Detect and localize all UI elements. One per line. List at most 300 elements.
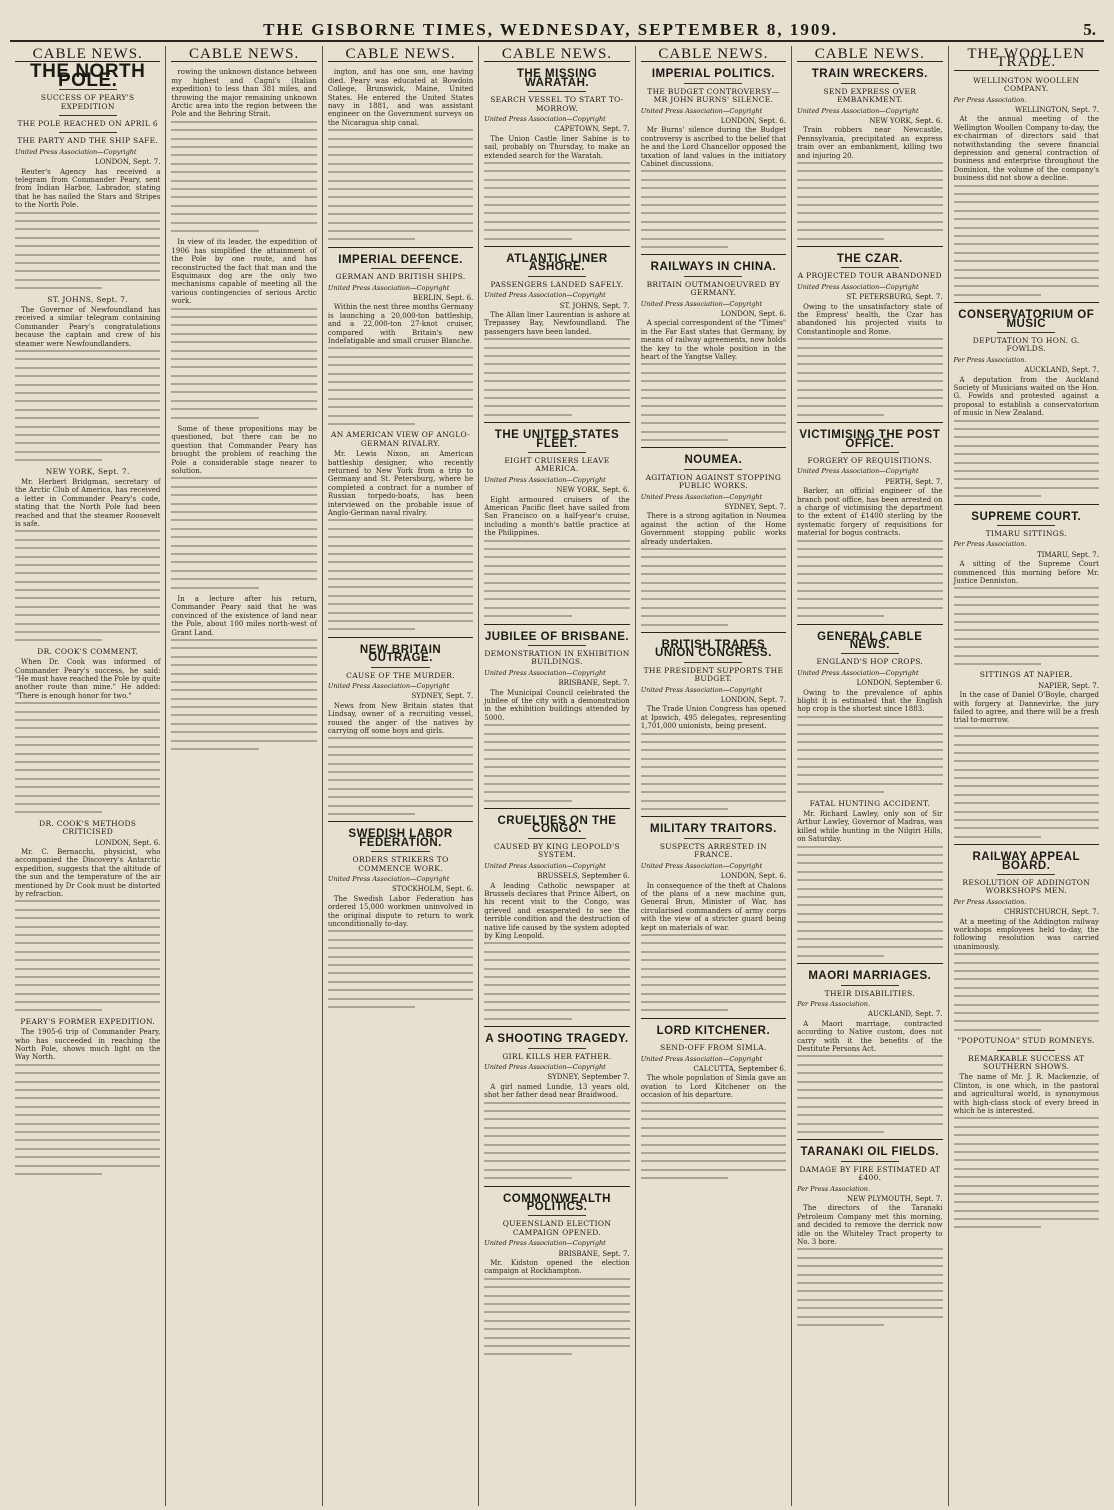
article-dateline: AUCKLAND, Sept. 7. bbox=[1024, 366, 1099, 375]
article-body: At the annual meeting of the Wellington Woollen Company to-day, the ex-chairman of directors said that notwithstanding the severe financial depression and general contraction of business and enterprise throughout the Dominion, the volume of the company's business did not show a decline. bbox=[953, 115, 1099, 183]
subhead-rule bbox=[841, 985, 899, 986]
article-body: Some of these propositions may be questioned, but there can be no question that Commander Peary has brought the problem of reaching the Pole a considerable stage nearer to solution. bbox=[171, 425, 317, 476]
article-body: Mr. Richard Lawley, only son of Sir Arthur Lawley, Governor of Madras, was killed while hunting in the Nilgiri Hills, on Saturday. bbox=[797, 810, 943, 844]
article-body: In the case of Daniel O'Boyle, charged with forgery at Dannevirke, the jury failed to agree, and there will be a fresh trial to-morrow. bbox=[953, 691, 1099, 725]
article-headline: THE NORTH POLE. bbox=[30, 61, 146, 91]
subhead-rule bbox=[997, 525, 1055, 526]
article-credit: United Press Association—Copyright bbox=[15, 147, 137, 156]
article bbox=[641, 254, 786, 441]
article-body: The Swedish Labor Federation has ordered 15,000 workmen uninvolved in the original dispute to return to work unconditionally to-day. bbox=[327, 894, 474, 929]
article-body: The Governor of Newfoundland has received a similar telegram containing Commander Peary's congratulations because the captain and crew of his steamer were Newfoundlanders. bbox=[15, 306, 161, 348]
article-dateline: PERTH, Sept. 7. bbox=[884, 477, 943, 486]
article-subhead: ST. JOHNS, Sept. 7. bbox=[47, 294, 129, 304]
article bbox=[328, 431, 473, 630]
article-headline: TARANAKI OIL FIELDS. bbox=[800, 1146, 940, 1159]
article-dateline: CALCUTTA, September 6. bbox=[693, 1065, 787, 1074]
article bbox=[15, 1018, 160, 1175]
article-headline: JUBILEE OF BRISBANE. bbox=[484, 630, 630, 643]
article-credit: United Press Association—Copyright bbox=[327, 682, 450, 691]
page-number: 5. bbox=[1083, 20, 1096, 39]
article-credit: United Press Association—Copyright bbox=[484, 861, 606, 870]
article-body: Mr. Lewis Nixon, an American battleship designer, who recently returned to New York from a trip to Germany and St. Petersburg, where he completed a contract for a number of Russian torpedo-boats, has been interviewed on the probable issue of Anglo-German naval rivalry. bbox=[327, 450, 474, 517]
article-body: In view of its leader, the expedition of 1906 has simplified the attainment of the Pole by one route, and has reconstructed the fact that man and the Esquimaux dog are the only two mechanisms capable of meeting all the various contingencies of serious Arctic work. bbox=[171, 238, 317, 306]
article-headline: MILITARY TRAITORS. bbox=[650, 823, 777, 836]
article-headline: RAILWAYS IN CHINA. bbox=[650, 261, 777, 274]
text-lines bbox=[15, 530, 160, 641]
text-lines bbox=[484, 540, 629, 618]
article-body: Mr. C. Bernacchi, physicist, who accompanied the Discovery's Antarctic expedition, suggests that the altitude of the sun and the temperature of the air mentioned by Dr Cook must be distorted by refraction. bbox=[15, 847, 161, 898]
article-separator bbox=[954, 844, 1099, 845]
article-separator bbox=[641, 632, 786, 633]
article-subhead: PASSENGERS LANDED SAFELY. bbox=[490, 279, 624, 289]
article-separator bbox=[797, 624, 942, 625]
article-body: The whole population of Simla gave an ovation to Lord Kitchener on the occasion of his departure. bbox=[640, 1074, 787, 1100]
article-subhead: TIMARU SITTINGS. bbox=[985, 528, 1067, 538]
article-subhead: FATAL HUNTING ACCIDENT. bbox=[809, 798, 930, 808]
article bbox=[328, 821, 473, 1008]
masthead-title: THE GISBORNE TIMES, WEDNESDAY, SEPTEMBER 8, 1909. bbox=[263, 20, 839, 39]
text-lines bbox=[484, 942, 629, 1020]
article-credit: United Press Association—Copyright bbox=[640, 106, 763, 115]
text-lines bbox=[484, 338, 629, 416]
article-body: In a lecture after his return, Commander Peary said that he was convinced of the existence of land near the Pole, about 100 miles north-west of Grant Land. bbox=[171, 594, 317, 637]
column-header: CABLE NEWS. bbox=[484, 48, 629, 62]
text-lines bbox=[171, 121, 316, 232]
article-separator bbox=[641, 447, 786, 448]
text-lines bbox=[328, 930, 473, 1008]
column-header: CABLE NEWS. bbox=[15, 48, 160, 62]
text-lines bbox=[484, 1278, 629, 1356]
article bbox=[641, 1018, 786, 1179]
article-subhead: DR. COOK'S METHODS CRITICISED bbox=[39, 818, 137, 837]
subhead-rule bbox=[59, 132, 117, 133]
article bbox=[15, 648, 160, 814]
article-body: A Maori marriage, contracted according to Native custom, does not carry with it the benefits of the Destitute Persons Act. bbox=[797, 1019, 943, 1053]
article bbox=[797, 1139, 942, 1326]
article-subhead: PEARY'S FORMER EXPEDITION. bbox=[20, 1016, 156, 1026]
article bbox=[171, 595, 316, 750]
article bbox=[484, 246, 629, 416]
article-body: Train robbers near Newcastle, Pennsylvania, precipitated an express train over an embankment, killing two and injuring 20. bbox=[797, 126, 943, 160]
text-lines bbox=[641, 934, 786, 1012]
article-credit: Per Press Association. bbox=[953, 540, 1027, 549]
text-lines bbox=[954, 587, 1099, 665]
article-body: Barker, an official engineer of the branch post office, has been arrested on a charge of victimising the department to the extent of £1400 sterling by the systematic forgery of requisitions for material for bogus contracts. bbox=[797, 487, 943, 538]
article bbox=[484, 808, 629, 1020]
subhead-rule bbox=[684, 83, 742, 84]
article-subhead: SITTINGS AT NAPIER. bbox=[979, 670, 1073, 680]
subhead-rule bbox=[684, 276, 742, 277]
article-dateline: CAPETOWN, Sept. 7. bbox=[554, 125, 630, 134]
article-separator bbox=[484, 624, 629, 625]
article-headline: BRITISH TRADES UNION CONGRESS. bbox=[655, 638, 772, 660]
text-lines bbox=[797, 846, 942, 957]
column-2 bbox=[166, 46, 322, 1506]
article bbox=[641, 70, 786, 248]
article-headline: COMMONWEALTH POLITICS. bbox=[502, 1192, 611, 1213]
article-headline: CONSERVATORIUM OF MUSIC bbox=[958, 309, 1095, 330]
article-dateline: CHRISTCHURCH, Sept. 7. bbox=[1004, 908, 1099, 917]
article-separator bbox=[641, 1018, 786, 1019]
article bbox=[797, 246, 942, 416]
subhead-rule bbox=[841, 452, 899, 453]
article bbox=[15, 61, 161, 289]
column-4 bbox=[479, 46, 635, 1506]
text-lines bbox=[328, 519, 473, 630]
article bbox=[641, 632, 786, 810]
article bbox=[15, 820, 160, 1012]
article-dateline: BRUSSELS, September 6. bbox=[537, 872, 630, 881]
article bbox=[171, 68, 316, 232]
article-subhead: EIGHT CRUISERS LEAVE AMERICA. bbox=[504, 455, 610, 474]
article-subhead: ORDERS STRIKERS TO COMMENCE WORK. bbox=[352, 855, 449, 873]
article bbox=[171, 238, 316, 418]
article-separator bbox=[641, 254, 786, 255]
subhead-rule bbox=[528, 645, 586, 646]
article-dateline: NEW PLYMOUTH, Sept. 7. bbox=[846, 1194, 943, 1203]
article-body: There is a strong agitation in Noumea against the action of the Home Government stopping public works already undertaken. bbox=[640, 512, 787, 546]
article-subhead: DAMAGE BY FIRE ESTIMATED AT £400. bbox=[799, 1164, 941, 1183]
article-body: The Union Castle liner Sabine is to sail, probably on Thursday, to make an extended search for the Waratah. bbox=[484, 134, 630, 160]
subhead-rule bbox=[59, 115, 117, 116]
article-subhead: THEIR DISABILITIES. bbox=[824, 988, 915, 998]
text-lines bbox=[484, 162, 629, 240]
text-lines bbox=[328, 347, 473, 425]
article-credit: Per Press Association. bbox=[797, 1184, 871, 1193]
article bbox=[797, 70, 942, 239]
text-lines bbox=[328, 129, 473, 240]
article-headline: THE MISSING WARATAH. bbox=[516, 68, 598, 89]
article-body: The Municipal Council celebrated the jubilee of the city with a demonstration in the exhibition buildings attended by 5000. bbox=[484, 688, 630, 722]
article-separator bbox=[797, 422, 942, 423]
article-dateline: LONDON, Sept. 6. bbox=[95, 838, 161, 847]
subhead-rule bbox=[371, 851, 429, 852]
column-header: CABLE NEWS. bbox=[171, 48, 316, 62]
article-dateline: LONDON, September 6. bbox=[856, 679, 943, 688]
article-credit: Per Press Association. bbox=[797, 999, 871, 1008]
article bbox=[954, 844, 1099, 1031]
article-subhead: SEARCH VESSEL TO START TO-MORROW. bbox=[490, 95, 624, 113]
article-subhead: SEND EXPRESS OVER EMBANKMENT. bbox=[823, 86, 917, 105]
article-credit: United Press Association—Copyright bbox=[797, 668, 919, 677]
article-headline: TRAIN WRECKERS. bbox=[811, 68, 928, 81]
masthead bbox=[10, 10, 1104, 42]
article-separator bbox=[484, 1186, 629, 1187]
text-lines bbox=[797, 540, 942, 618]
article-dateline: STOCKHOLM, Sept. 6. bbox=[392, 885, 474, 894]
article bbox=[954, 671, 1099, 838]
article-headline: IMPERIAL POLITICS. bbox=[651, 68, 775, 81]
column-header: CABLE NEWS. bbox=[328, 48, 473, 62]
article-subhead: DEMONSTRATION IN EXHIBITION BUILDINGS. bbox=[484, 648, 630, 667]
article-dateline: BERLIN, Sept. 6. bbox=[412, 293, 474, 302]
article-dateline: ST. PETERSBURG, Sept. 7. bbox=[846, 293, 943, 302]
article-subhead: ENGLAND'S HOP CROPS. bbox=[816, 657, 924, 667]
article-credit: United Press Association—Copyright bbox=[797, 282, 919, 291]
article-body: When Dr. Cook was informed of Commander Peary's success, he said: "He must have reached the Pole by quite another route than mine." He added: "There is enough honor for two." bbox=[15, 658, 161, 700]
article-subhead: SUSPECTS ARRESTED IN FRANCE. bbox=[659, 841, 767, 860]
subhead-rule bbox=[528, 91, 586, 92]
article-body: The name of Mr. J. R. Mackenzie, of Clinton, is one which, in the pastoral and agricultural world, is synonymous with high-class stock of every breed in which he is interested. bbox=[953, 1073, 1099, 1115]
article-body: Owing to the unsatisfactory state of the Empress' health, the Czar has abandoned his projected visits to Constantinople and Rome. bbox=[797, 302, 943, 336]
article-subhead: SEND-OFF FROM SIMLA. bbox=[660, 1043, 767, 1053]
article-dateline: BRISBANE, Sept. 7. bbox=[558, 679, 630, 688]
article-credit: United Press Association—Copyright bbox=[640, 492, 763, 501]
article-body: Eight armoured cruisers of the American Pacific fleet have sailed from San Francisco on a half-year's cruise, including a month's battle practice at the Philippines. bbox=[484, 495, 630, 538]
column-5 bbox=[636, 46, 792, 1506]
article-credit: United Press Association—Copyright bbox=[640, 1054, 763, 1063]
article bbox=[15, 468, 160, 642]
subhead-rule bbox=[841, 1161, 899, 1162]
article-body: Within the next three months Germany is launching a 20,000-ton battleship, and a 22,000-ton 27-knot cruiser, compared with Britain's new Indefatigable and small cruiser Blanche. bbox=[327, 303, 474, 345]
article-body: The 1905-6 trip of Commander Peary, who has succeeded in reaching the North Pole, shows much light on the Way North. bbox=[15, 1028, 161, 1062]
article-credit: Per Press Association. bbox=[953, 95, 1027, 104]
article-subhead: SUCCESS OF PEARY'S EXPEDITION bbox=[40, 93, 135, 111]
article-subhead: THE PRESIDENT SUPPORTS THE BUDGET. bbox=[643, 665, 784, 684]
article bbox=[954, 77, 1099, 296]
subhead-rule bbox=[841, 653, 899, 654]
article-credit: United Press Association—Copyright bbox=[484, 475, 606, 484]
article bbox=[15, 296, 160, 462]
article-separator bbox=[484, 246, 629, 247]
article-subhead: REMARKABLE SUCCESS AT SOUTHERN SHOWS. bbox=[968, 1053, 1085, 1071]
article bbox=[797, 624, 942, 794]
subhead-rule bbox=[528, 1048, 586, 1049]
article bbox=[328, 247, 473, 425]
article-headline: VICTIMISING THE POST OFFICE. bbox=[799, 429, 941, 450]
article-dateline: ST. JOHNS, Sept. 7. bbox=[559, 301, 630, 310]
article-subhead: RESOLUTION OF ADDINGTON WORKSHOPS MEN. bbox=[962, 878, 1091, 896]
column-header: THE WOOLLEN TRADE. bbox=[954, 48, 1099, 71]
text-lines bbox=[328, 737, 473, 815]
text-lines bbox=[641, 733, 786, 811]
text-lines bbox=[641, 1102, 786, 1180]
article-subhead: "POPOTUNOA" STUD ROMNEYS. bbox=[957, 1036, 1095, 1046]
article bbox=[328, 637, 473, 815]
article-headline: THE CZAR. bbox=[836, 252, 903, 265]
subhead-rule bbox=[684, 1039, 742, 1040]
article-credit: United Press Association—Copyright bbox=[484, 291, 606, 300]
article-body: rowing the unknown distance between my highest and Cagni's (Italian expedition) to less than 381 miles, and throwing the major remaining unknown Arctic area into the region between the Pole and the Behring Strait. bbox=[171, 68, 317, 119]
article-body: Mr Burns' silence during the Budget controversy is ascribed to the belief that he and the Lord Chancellor opposed the taxation of land values in the initiatory Cabinet discussions. bbox=[640, 126, 787, 169]
text-lines bbox=[641, 170, 786, 248]
article-subhead: GERMAN AND BRITISH SHIPS. bbox=[335, 272, 466, 282]
text-lines bbox=[484, 1102, 629, 1180]
article-body: A deputation from the Auckland Society of Musicians waited on the Hon. G. Fowlds and protested against a proposal to establish a conservatorium of music in New Zealand. bbox=[953, 375, 1099, 418]
text-lines bbox=[797, 338, 942, 416]
text-lines bbox=[797, 716, 942, 794]
article-subhead: AN AMERICAN VIEW OF ANGLO-GERMAN RIVALRY. bbox=[331, 430, 471, 448]
article-separator bbox=[797, 1139, 942, 1140]
article bbox=[954, 504, 1099, 665]
article-credit: United Press Association—Copyright bbox=[327, 875, 450, 883]
article bbox=[797, 963, 942, 1133]
subhead-rule bbox=[528, 276, 586, 277]
article-subhead: WELLINGTON WOOLLEN COMPANY. bbox=[973, 75, 1080, 94]
article-credit: United Press Association—Copyright bbox=[484, 668, 606, 677]
article bbox=[797, 800, 942, 957]
text-lines bbox=[797, 1055, 942, 1133]
article-body: The Allan liner Laurentian is ashore at Trepassey Bay, Newfoundland. The passengers have been landed. bbox=[484, 311, 630, 336]
article-headline: NEW BRITAIN OUTRAGE. bbox=[359, 643, 442, 665]
article-dateline: LONDON, Sept. 7. bbox=[95, 158, 161, 167]
text-lines bbox=[797, 1248, 942, 1326]
subhead-rule bbox=[841, 83, 899, 84]
article-dateline: LONDON, Sept. 7. bbox=[720, 695, 787, 704]
subhead-rule bbox=[841, 267, 899, 268]
column-header: CABLE NEWS. bbox=[797, 48, 942, 62]
subhead-rule bbox=[997, 332, 1055, 333]
article-dateline: NEW YORK, Sept. 6. bbox=[556, 486, 630, 495]
article-headline: ATLANTIC LINER ASHORE. bbox=[506, 252, 608, 274]
article-credit: United Press Association—Copyright bbox=[327, 283, 450, 292]
article-credit: United Press Association—Copyright bbox=[484, 1063, 606, 1072]
subhead-rule bbox=[528, 1215, 586, 1216]
article-separator bbox=[484, 1026, 629, 1027]
article-dateline: LONDON, Sept. 6. bbox=[720, 117, 787, 126]
article-dateline: NEW YORK, Sept. 6. bbox=[869, 117, 943, 126]
text-lines bbox=[171, 639, 316, 750]
article-dateline: LONDON, Sept. 6. bbox=[720, 872, 787, 881]
article-credit: Per Press Association. bbox=[953, 355, 1027, 364]
article bbox=[484, 624, 629, 802]
article-subhead: NEW YORK, Sept. 7. bbox=[45, 466, 130, 476]
article-subhead: QUEENSLAND ELECTION CAMPAIGN OPENED. bbox=[502, 1219, 612, 1237]
article bbox=[954, 302, 1099, 497]
subhead-rule bbox=[684, 469, 742, 470]
article bbox=[328, 68, 473, 240]
subhead-rule bbox=[371, 268, 429, 269]
text-lines bbox=[15, 1064, 160, 1175]
article-headline: LORD KITCHENER. bbox=[656, 1024, 771, 1037]
column-1 bbox=[10, 46, 166, 1506]
article-subhead: GIRL KILLS HER FATHER. bbox=[502, 1051, 612, 1061]
column-7 bbox=[949, 46, 1104, 1506]
article-subhead: BRITAIN OUTMANOEUVRED BY GERMANY. bbox=[646, 279, 781, 298]
text-lines bbox=[954, 1117, 1099, 1228]
subhead-rule bbox=[684, 838, 742, 839]
article-dateline: SYDNEY, September 7. bbox=[547, 1073, 630, 1082]
text-lines bbox=[171, 477, 316, 588]
article-dateline: SYDNEY, Sept. 7. bbox=[411, 692, 474, 701]
subhead-rule bbox=[684, 662, 742, 663]
text-lines bbox=[641, 363, 786, 441]
article-separator bbox=[797, 963, 942, 964]
article-dateline: NAPIER, Sept. 7. bbox=[1038, 681, 1099, 690]
article-body: ington, and has one son, one having died. Peary was educated at Bowdoin College, Brunswick, Maine, United States. He entered the United States navy in 1881, and was assistant engineer on the Government surveys on the Nicaragua ship canal. bbox=[327, 68, 474, 127]
article bbox=[484, 1186, 629, 1356]
article-headline: CRUELTIES ON THE CONGO. bbox=[497, 815, 617, 836]
article-headline: NOUMEA. bbox=[684, 454, 743, 467]
article-headline: THE UNITED STATES FLEET. bbox=[494, 429, 620, 450]
article-dateline: AUCKLAND, Sept. 7. bbox=[867, 1010, 943, 1019]
article-separator bbox=[797, 246, 942, 247]
text-lines bbox=[15, 212, 160, 290]
article bbox=[484, 70, 629, 239]
text-lines bbox=[954, 727, 1099, 838]
article bbox=[484, 422, 629, 617]
article-headline: MAORI MARRIAGES. bbox=[808, 970, 932, 983]
article-headline: RAILWAY APPEAL BOARD. bbox=[972, 851, 1081, 872]
article-subhead: DEPUTATION TO HON. G. FOWLDS. bbox=[972, 335, 1080, 354]
article-dateline: WELLINGTON, Sept. 7. bbox=[1014, 106, 1099, 115]
article-dateline: TIMARU, Sept. 7. bbox=[1036, 550, 1099, 559]
article bbox=[641, 816, 786, 1011]
column-3 bbox=[323, 46, 479, 1506]
text-lines bbox=[15, 900, 160, 1011]
article-body: A special correspondent of the "Times" in the Far East states that Germany, by means of railway agreements, now holds the key to the whole position in the heart of the Yangtse Valley. bbox=[640, 319, 787, 362]
article-body: Owing to the prevalence of aphis blight it is estimated that the English hop crop is the shortest since 1883. bbox=[797, 688, 943, 714]
article-credit: United Press Association—Copyright bbox=[484, 115, 606, 124]
article bbox=[954, 1037, 1099, 1228]
text-lines bbox=[484, 724, 629, 802]
subhead-rule bbox=[997, 1050, 1055, 1051]
article-subhead: CAUSED BY KING LEOPOLD'S SYSTEM. bbox=[494, 841, 620, 860]
article-dateline: SYDNEY, Sept. 7. bbox=[724, 502, 787, 511]
article-headline: SUPREME COURT. bbox=[971, 510, 1082, 523]
article-separator bbox=[954, 504, 1099, 505]
article-subhead: FORGERY OF REQUISITIONS. bbox=[807, 455, 933, 465]
subhead-rule bbox=[528, 452, 586, 453]
article-credit: United Press Association—Copyright bbox=[484, 1239, 606, 1248]
text-lines bbox=[954, 185, 1099, 296]
article-subhead: DR. COOK'S COMMENT. bbox=[37, 646, 139, 656]
article-body: A sitting of the Supreme Court commenced this morning before Mr. Justice Denniston. bbox=[953, 560, 1099, 585]
article-headline: GENERAL CABLE NEWS. bbox=[817, 630, 923, 651]
article-credit: Per Press Association. bbox=[953, 897, 1027, 906]
article-dateline: BRISBANE, Sept. 7. bbox=[558, 1249, 630, 1258]
article-body: At a meeting of the Addington railway workshops employees held to-day, the following resolution was carried unanimously. bbox=[953, 917, 1099, 951]
article-separator bbox=[328, 821, 473, 822]
article-separator bbox=[484, 422, 629, 423]
article-separator bbox=[484, 808, 629, 809]
text-lines bbox=[954, 420, 1099, 498]
article-body: Mr. Herbert Bridgman, secretary of the Arctic Club of America, has received a letter in Commander Peary's code, stating that the North Pole had been reached and that the steamer Roosevelt is safe. bbox=[15, 477, 161, 528]
article-credit: United Press Association—Copyright bbox=[797, 106, 919, 115]
article bbox=[171, 425, 316, 589]
article-subhead: A PROJECTED TOUR ABANDONED bbox=[797, 271, 942, 281]
article-headline: IMPERIAL DEFENCE. bbox=[338, 253, 463, 266]
article-subhead: AGITATION AGAINST STOPPING PUBLIC WORKS. bbox=[645, 472, 782, 491]
column-6 bbox=[792, 46, 948, 1506]
article bbox=[484, 1026, 629, 1179]
article-headline: SWEDISH LABOR FEDERATION. bbox=[348, 828, 453, 849]
article-dateline: LONDON, Sept. 6. bbox=[720, 310, 787, 318]
article-body: A leading Catholic newspaper at Brussels declares that Prince Albert, on his recent visit to the Congo, was grieved and exasperated to see the terrible condition and the destruction of native life caused by the system adopted by King Leopold. bbox=[484, 881, 630, 940]
article-body: The directors of the Taranaki Petroleum Company met this morning, and decided to remove the derrick now idle on the Whiteley Tract property to No. 3 bore. bbox=[797, 1204, 943, 1246]
article-separator bbox=[641, 816, 786, 817]
article-body: Mr. Kidston opened the election campaign at Rockhampton. bbox=[484, 1259, 630, 1276]
article-body: A girl named Lundie, 13 years old, shot her father dead near Braidwood. bbox=[484, 1082, 630, 1100]
article-body: Reuter's Agency has received a telegram from Commander Peary, sent from Indian Harbor, Labrador, stating that he has nailed the Stars and Stripes to the North Pole. bbox=[15, 167, 161, 210]
text-lines bbox=[15, 702, 160, 813]
article-headline: A SHOOTING TRAGEDY. bbox=[485, 1033, 629, 1046]
article-credit: United Press Association—Copyright bbox=[640, 861, 763, 870]
text-lines bbox=[954, 953, 1099, 1031]
subhead-rule bbox=[997, 874, 1055, 875]
text-lines bbox=[641, 548, 786, 626]
article-credit: United Press Association—Copyright bbox=[640, 299, 763, 308]
text-lines bbox=[171, 308, 316, 419]
subhead-rule bbox=[371, 667, 429, 668]
article-separator bbox=[328, 247, 473, 248]
article-separator bbox=[954, 302, 1099, 303]
article-subhead: THE PARTY AND THE SHIP SAFE. bbox=[17, 136, 159, 146]
article-credit: United Press Association—Copyright bbox=[797, 467, 919, 476]
article-body: The Trade Union Congress has opened at Ipswich, 495 delegates, representing 1,701,000 unionists, being present. bbox=[640, 705, 787, 731]
article-subhead: THE BUDGET CONTROVERSY—MR JOHN BURNS' SILENCE. bbox=[647, 86, 780, 105]
article-credit: United Press Association—Copyright bbox=[640, 685, 763, 694]
